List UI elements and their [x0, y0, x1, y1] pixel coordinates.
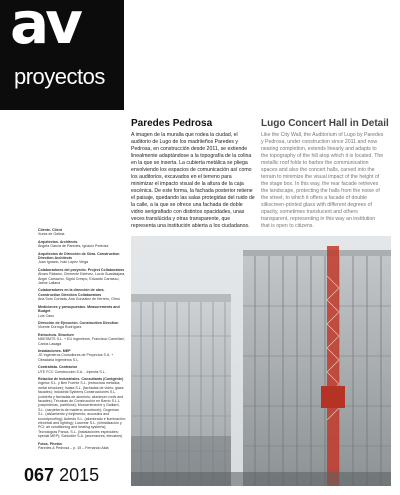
credit-entry: [38, 321, 126, 330]
credit-value: NDESMTS S.L. + EU Ingenieros, Francisco Camellari, Carlos Lasaga: [38, 337, 125, 346]
credit-value: JG Ingenieros Consultores de Proyectos S.A. + Obradaria Ingenieros S.L.: [38, 353, 114, 362]
building-facade-illustration: [131, 236, 391, 486]
credit-entry: [38, 268, 126, 286]
magazine-subtitle: proyectos: [14, 64, 105, 89]
credit-entry: [38, 288, 126, 301]
credit-entry: [38, 365, 126, 374]
credit-value: Álvaro Rábano, Clemente Estévez, Lucía Guadalajara, Ángel Camacho, Sigrid Crespo, Eduardo Carrasco, Jaime Lallana: [38, 272, 126, 286]
issue-year: 2015: [59, 465, 100, 485]
building-photo: [131, 236, 391, 486]
credit-label: Mediciones y presupuestos. Measurements and Budget: [38, 304, 120, 314]
masthead: [0, 0, 124, 110]
credit-value: Luis Cano: [38, 313, 55, 318]
article-title-spanish: Paredes Pedrosa: [131, 118, 213, 129]
credit-entry: [38, 442, 126, 451]
credit-label: Dirección de Ejecución. Construction Direction: [38, 320, 119, 325]
credit-entry: [38, 252, 126, 265]
credit-label: Arquitectos de Dirección de Obra. Construction Direction Architects: [38, 251, 120, 261]
article-body-spanish: A imagen de la muralla que rodea la ciudad, el auditorio de Lugo de los madrileños Paredes y Pedrosa, en construcción desde 2011, se extiende linealmente adaptándose a la topografía de la colina en la que se inserta. La cubierta metálica se pliega envolviendo los espacios de comunicación así como los auditorios, excavados en el terreno para minimizar el impacto visual de la altura de la caja escénica. De este forma, la fachada posterior retiene el paisaje, quedando las salas protegidas del ruido de la calle, a la que se ofrece una fachada de doble vidrio serigrafiado con distintos opacidades, unas veces translúcida y otras transparente, que representa una institución abierta a los ciudadanos.: [131, 132, 255, 229]
credit-label: Relación de Industriales. Consultants (Contgente): [38, 376, 124, 381]
credit-label: Arquitectos. Architects: [38, 239, 78, 244]
credit-label: Contratista. Contractor: [38, 365, 78, 370]
credit-entry: [38, 240, 126, 249]
project-credits: [38, 228, 126, 453]
credit-value: Vicente Durruga Rodríguez: [38, 325, 82, 330]
credit-value: Ángela García de Paredes, Ignacio Pedrosa: [38, 244, 109, 249]
credit-value: UTE FCC Construcción S.A. - Injenda S.L.: [38, 369, 106, 374]
credit-value: Juan Ignacio, Iván López Viega: [38, 260, 89, 265]
credit-entry: [38, 377, 126, 439]
issue-number: [24, 466, 99, 484]
credit-entry: [38, 349, 126, 362]
credit-value: Ingelux S.L. y Ben Fuente S.L. (estructura metálica; metal structure); Isaisa S.L. (fachadas de vidrio; glass facades); Industrial Systems Construcciones S.L. (cubierta y fachadas de aluminio; aluminum roofs and facades); Técnicas de Construcción en Barrio S.L.L (carpinterías, partitions); Moncerieneche y Gaillard, S.L. (carpintería de madera; woodwork); Gogeman S.L. (aislamiento y fonjimento; acoustics and soundproofing); Aubedo S.L. (alumbrado e iluminación; electrical and lighting); Luxcrear S.L. (climatización y PCI: air conditioning and heating systems); Tecnologías Panca, S.L. (instalaciones especiales; special MEP); Schindler S.A. (ascensores; elevators): [38, 381, 126, 439]
credit-entry: [38, 333, 126, 346]
article-title-english: Lugo Concert Hall in Detail: [261, 118, 389, 129]
magazine-logo: av: [10, 0, 79, 57]
credit-value: Paredes & Pedrosa – p. 15 – Fernando Alda: [38, 446, 109, 451]
article-body-english: Like the City Wall, the Auditorium of Lugo by Paredes y Pedrosa, under construction since 2011 and now nearing completion, extends linearly and adapts to the topography of the hill atop which it is located. The metallic roof folds to harbor the communication spaces and also the concert halls, carved into the terrain to minimize the visual impact of the height of the stage box. In this way, the rear facade retrieves the landscape, protecting the halls from the noise of the street, to which it offers a facade of double silkscreen-printed glass with different degrees of opacity, sometimes translucent and others transparent, representing in this way an institution that is open to citizens.: [261, 132, 384, 229]
credit-label: Colaboradores del proyecto. Project Collaborators: [38, 267, 125, 272]
credit-label: Estructura. Structure: [38, 332, 74, 337]
credit-value: Xunta de Galicia: [38, 232, 65, 237]
credit-entry: [38, 228, 126, 237]
credit-value: Ana Soto Cortada, Ana González de Herrero, Olmo: [38, 297, 120, 302]
credit-label: Instalaciones. MEP: [38, 348, 71, 353]
credit-label: Colaboradores en la dirección de obra. Construction Direction Collaborators: [38, 288, 105, 297]
credit-label: Cliente. Client: [38, 228, 62, 232]
issue-num: 067: [24, 465, 55, 485]
credit-label: Fotos. Photos: [38, 441, 62, 446]
credit-entry: [38, 305, 126, 318]
